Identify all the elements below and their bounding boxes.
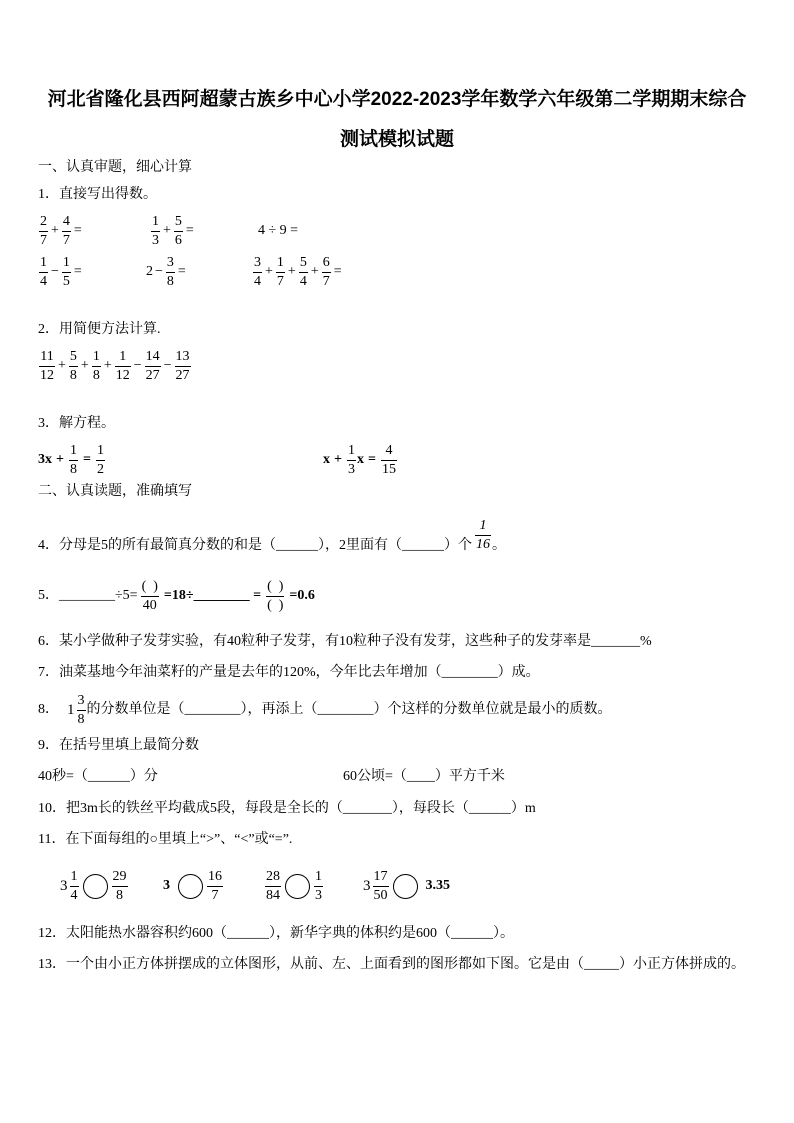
question-7: 7．油菜基地今年油菜籽的产量是去年的120%，今年比去年增加（________）成。 [38, 665, 540, 680]
numerator: 3 [166, 254, 175, 273]
fraction [69, 348, 78, 385]
fraction [373, 868, 389, 905]
operator: + [265, 264, 273, 279]
q1-expression-5 [146, 252, 188, 292]
variable-term: 3x [38, 452, 52, 467]
denominator: 40 [142, 597, 157, 613]
fraction [174, 213, 183, 250]
operator: − [51, 264, 59, 279]
equals-sign: = [367, 452, 376, 467]
denominator: 16 [476, 537, 490, 552]
denominator: 8 [69, 367, 77, 383]
numerator: 1 [96, 442, 105, 461]
numerator: 1 [62, 254, 71, 273]
denominator: 84 [266, 887, 280, 903]
numerator: 1 [276, 254, 285, 273]
fraction [62, 213, 71, 250]
q3-equation-2 [323, 440, 398, 480]
q11-compare-2 [163, 866, 224, 906]
numerator: 1 [151, 213, 160, 232]
operator: + [163, 223, 171, 238]
question-10: 10．把3m长的铁丝平均截成5段，每段是全长的（_______），每段长（______）m [38, 801, 536, 816]
denominator: 7 [211, 887, 219, 903]
equals-sign: = [73, 264, 82, 279]
operator: + [56, 452, 64, 467]
question-5-end: =0.6 [289, 588, 315, 603]
compare-circle [393, 874, 418, 899]
denominator: 3 [152, 232, 159, 248]
denominator: 7 [322, 273, 330, 289]
section-heading-1: 一、认真审题，细心计算 [38, 160, 192, 175]
fraction [166, 254, 175, 291]
fraction [39, 213, 48, 250]
operator: + [80, 358, 89, 373]
fraction [299, 254, 308, 291]
fraction [39, 254, 48, 291]
operator: + [334, 452, 342, 467]
fraction [39, 348, 55, 385]
fraction [151, 213, 160, 250]
fraction [112, 868, 128, 905]
fraction [115, 348, 131, 385]
denominator: 8 [116, 887, 123, 903]
numerator: 11 [39, 348, 55, 367]
question-8 [38, 690, 612, 730]
fraction [207, 868, 223, 905]
fraction [276, 254, 285, 291]
whole-number: 3 [163, 878, 170, 893]
fraction [69, 442, 78, 479]
question-5-middle: =18÷________ = [163, 588, 262, 603]
fraction [175, 348, 191, 385]
equals-sign: = [73, 223, 82, 238]
operator: + [103, 358, 112, 373]
numerator: 29 [112, 868, 128, 887]
denominator: 4 [299, 273, 307, 289]
denominator: 4 [70, 887, 78, 903]
fraction [322, 254, 331, 291]
question-9-right: 60公顷=（____）平方千米 [343, 769, 505, 784]
mixed-number-whole: 3 [60, 878, 68, 894]
question-5 [38, 576, 315, 616]
denominator: 7 [62, 232, 70, 248]
q3-equation-1 [38, 440, 106, 480]
denominator: 5 [62, 273, 70, 289]
fraction [253, 254, 262, 291]
numerator: 3 [77, 692, 86, 711]
q2-expression [38, 346, 192, 386]
title-line-1: 河北省隆化县西阿超蒙古族乡中心小学2022-2023学年数学六年级第二学期期末综合 [47, 89, 747, 110]
operator: + [310, 264, 319, 279]
denominator: 15 [381, 461, 396, 477]
numerator: 2 [39, 213, 48, 232]
equals-sign: = [185, 223, 194, 238]
denominator: 3 [315, 887, 322, 903]
question-9-label: 9．在括号里填上最简分数 [38, 738, 199, 753]
numerator: 1 [69, 442, 78, 461]
question-12: 12．太阳能热水器容积约600（______），新华字典的体积约是600（______）。 [38, 926, 514, 941]
numerator: 16 [207, 868, 223, 887]
compare-circle [83, 874, 108, 899]
fraction [92, 348, 101, 385]
numerator: 5 [174, 213, 183, 232]
denominator: ( ) [267, 597, 284, 613]
numerator: 3 [253, 254, 262, 273]
variable-term: x [323, 452, 330, 467]
q11-compare-1 [60, 866, 129, 906]
expression-text: 4 ÷ 9 = [258, 223, 299, 238]
compare-circle [285, 874, 310, 899]
q1-expression-2 [150, 211, 196, 251]
q1-expression-1 [38, 211, 84, 251]
q1-expression-3 [258, 211, 298, 251]
denominator: 2 [96, 461, 104, 477]
denominator: 27 [175, 367, 190, 383]
denominator: 50 [373, 887, 388, 903]
operator: − [133, 358, 142, 373]
question-3-label: 3．解方程。 [38, 416, 115, 431]
numerator: 1 [347, 442, 356, 461]
q1-expression-4 [38, 252, 84, 292]
fraction [96, 442, 105, 479]
denominator: 6 [174, 232, 182, 248]
question-11-label: 11．在下面每组的○里填上“>”、“<”或“=”. [38, 832, 293, 847]
question-8-text: 的分数单位是（________），再添上（________）个这样的分数单位就是最小的质数。 [86, 702, 612, 717]
denominator: 4 [254, 273, 261, 289]
q1-expression-6 [252, 252, 344, 292]
numerator: 6 [322, 254, 331, 273]
numerator: ( ) [266, 578, 284, 597]
numerator: 13 [175, 348, 191, 367]
denominator: 4 [40, 273, 47, 289]
fraction [265, 868, 281, 905]
numerator: 1 [70, 868, 79, 887]
numerator: 14 [145, 348, 161, 367]
question-9-left: 40秒=（______）分 [38, 769, 158, 784]
operator: − [163, 358, 172, 373]
numerator: 28 [265, 868, 281, 887]
question-13: 13．一个由小正方体拼摆成的立体图形，从前、左、上面看到的图形都如下图。它是由（_____）小正方体拼成的。 [38, 957, 745, 972]
denominator: 8 [166, 273, 174, 289]
numerator: 4 [381, 442, 397, 461]
fraction [266, 578, 284, 615]
question-4-text: 4．分母是5的所有最简真分数的和是（______），2里面有（______）个 [38, 538, 472, 553]
mixed-number-whole: 1 [67, 702, 75, 718]
question-4 [38, 514, 506, 556]
denominator: 8 [77, 711, 85, 727]
numerator: 5 [69, 348, 78, 367]
fraction [475, 517, 491, 554]
question-1-label: 1．直接写出得数。 [38, 187, 157, 202]
fraction [70, 868, 79, 905]
denominator: 12 [115, 367, 130, 383]
title-line-2: 测试模拟试题 [339, 129, 454, 150]
numerator: 1 [39, 254, 48, 273]
numerator: 17 [373, 868, 389, 887]
denominator: 27 [145, 367, 160, 383]
question-4-end: 。 [492, 538, 506, 553]
fraction [145, 348, 161, 385]
denominator: 12 [40, 367, 54, 383]
mixed-number-whole: 3 [363, 878, 371, 894]
compare-circle [178, 874, 203, 899]
numerator: 1 [92, 348, 101, 367]
operator: − [155, 264, 163, 279]
equals-sign: = [333, 264, 342, 279]
fraction [347, 442, 356, 479]
question-6: 6．某小学做种子发芽实验，有40粒种子发芽，有10粒种子没有发芽，这些种子的发芽率是_______% [38, 634, 652, 649]
denominator: 8 [69, 461, 77, 477]
whole-number: 2 [146, 264, 153, 279]
denominator: 8 [92, 367, 100, 383]
numerator: 4 [62, 213, 71, 232]
equals-sign: = [82, 452, 91, 467]
numerator: 1 [314, 868, 323, 887]
operator: + [58, 358, 66, 373]
fraction [77, 692, 86, 729]
numerator: 1 [115, 348, 131, 367]
question-8-number: 8． [38, 702, 59, 717]
question-5-lead: 5．________÷5= [38, 588, 138, 603]
q11-compare-4 [363, 866, 450, 906]
denominator: 7 [40, 232, 47, 248]
decimal-number: 3.35 [425, 878, 450, 893]
fraction [62, 254, 71, 291]
denominator: 7 [276, 273, 284, 289]
operator: + [287, 264, 296, 279]
variable-term: x [356, 452, 364, 467]
numerator: 5 [299, 254, 308, 273]
numerator: ( ) [141, 578, 159, 597]
numerator: 1 [475, 517, 491, 536]
question-2-label: 2．用简便方法计算. [38, 322, 161, 337]
equals-sign: = [177, 264, 186, 279]
fraction [314, 868, 323, 905]
operator: + [51, 223, 59, 238]
fraction [141, 578, 159, 615]
section-heading-2: 二、认真读题，准确填写 [38, 484, 192, 499]
fraction [381, 442, 397, 479]
denominator: 3 [347, 461, 355, 477]
q11-compare-3 [264, 866, 324, 906]
